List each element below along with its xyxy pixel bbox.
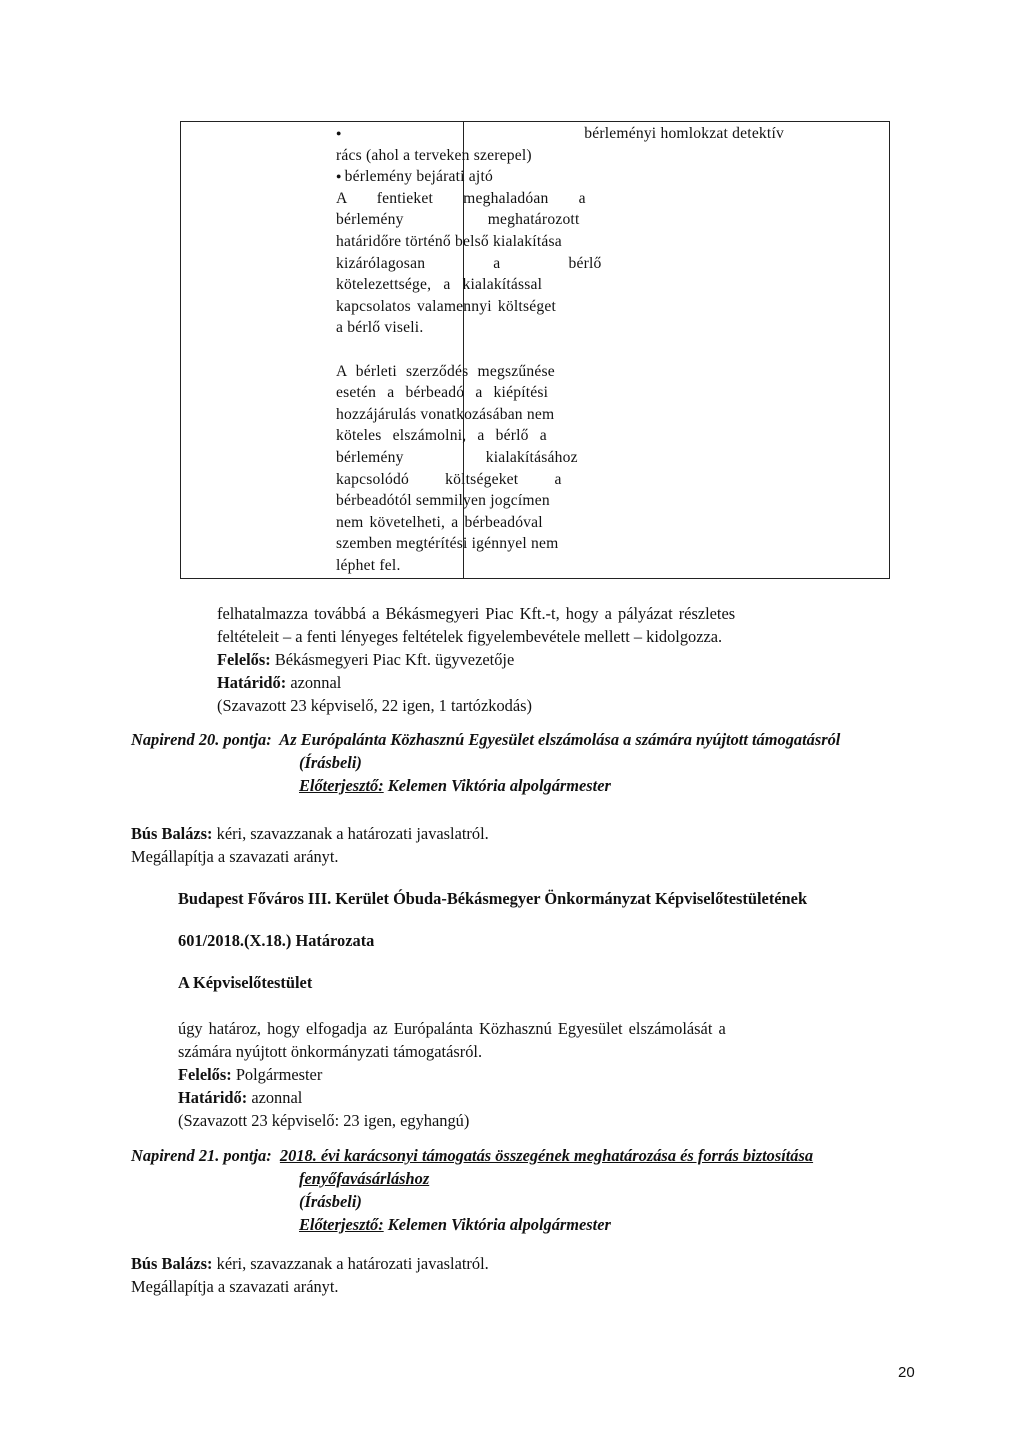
cell-line: bérlemény kialakításához (336, 448, 578, 466)
cell-line: léphet fel. (336, 556, 401, 574)
agenda-21-discussion (131, 1252, 489, 1298)
cell-line: esetén a bérbeadó a kiépítési (336, 384, 549, 402)
agenda-21-title-cont: fenyőfavásárláshoz (299, 1169, 430, 1188)
deadline-label: Határidő: (178, 1088, 248, 1107)
assembly-heading: A Képviselőtestület (178, 973, 313, 992)
responsible-label: Felelős: (178, 1065, 232, 1084)
cell-line: A bérleti szerződés megszűnése (336, 362, 555, 380)
cell-line: A fentieket meghaladóan a (336, 189, 586, 207)
vote-ratio-line: Megállapítja a szavazati arányt. (131, 1277, 339, 1296)
cell-line: bérlemény meghatározott (336, 211, 580, 229)
presenter-value: Kelemen Viktória alpolgármester (387, 776, 611, 795)
agenda-21-presenter (299, 1213, 611, 1236)
speaker-line (131, 1252, 489, 1275)
agenda-20-prefix: Napirend 20. pontja: (131, 730, 272, 749)
cell-line: köteles elszámolni, a bérlő a (336, 427, 547, 445)
agenda-21-title-line (131, 1144, 813, 1167)
page-number: 20 (898, 1364, 915, 1381)
agenda-20-heading (131, 728, 840, 751)
decision-line-1: úgy határoz, hogy elfogadja az Európalánta Közhasznú Egyesület elszámolását a (178, 1019, 726, 1038)
presenter-label: Előterjesztő: (299, 1215, 384, 1234)
agenda-21-prefix: Napirend 21. pontja: (131, 1146, 272, 1165)
agenda-20-discussion (131, 822, 489, 868)
agenda-21-written: (Írásbeli) (299, 1192, 362, 1211)
responsible-line (178, 1063, 726, 1086)
deadline-line (178, 1086, 726, 1109)
responsible-value: Polgármester (235, 1065, 323, 1084)
agenda-21-meta (299, 1167, 611, 1236)
cell-line: nem követelheti, a bérbeadóval (336, 513, 543, 531)
resolution-body-name: Budapest Főváros III. Kerület Óbuda-Békásmegyer Önkormányzat Képviselőtestületének (178, 889, 808, 908)
table-right-cell (336, 123, 784, 576)
vote-result: (Szavazott 23 képviselő, 22 igen, 1 tartózkodás) (217, 696, 532, 715)
resolution-number: 601/2018.(X.18.) Határozata (178, 931, 375, 950)
agenda-21-heading (131, 1144, 813, 1167)
vote-result: (Szavazott 23 képviselő: 23 igen, egyhangú) (178, 1111, 470, 1130)
cell-line: kötelezettsége, a kialakítással (336, 276, 543, 294)
speaker-name: Bús Balázs: (131, 1254, 213, 1273)
cell-line: határidőre történő belső kialakítása (336, 232, 562, 250)
authorization-line-2: feltételeit – a fenti lényeges feltételek figyelembevétele mellett – kidolgozza. (217, 627, 723, 646)
cell-line: kizárólagosan a bérlő (336, 254, 602, 272)
presenter-label: Előterjesztő: (299, 776, 384, 795)
section19-conclusion (217, 602, 735, 717)
agenda-20-title: Az Európalánta Közhasznú Egyesület elszámolása a számára nyújtott támogatásról (279, 730, 841, 749)
cell-line: ● bérlemény bejárati ajtó (336, 166, 784, 188)
responsible-label: Felelős: (217, 650, 271, 669)
cell-line: kapcsolatos valamennyi költséget (336, 297, 556, 315)
decision-line-2: számára nyújtott önkormányzati támogatásról. (178, 1042, 483, 1061)
responsible-value: Békásmegyeri Piac Kft. ügyvezetője (274, 650, 515, 669)
agenda-20-title-line (131, 728, 840, 751)
cell-line: a bérlő viseli. (336, 319, 424, 337)
speaker-line (131, 822, 489, 845)
agenda-20-meta (299, 751, 611, 797)
cell-line: bérbeadótól semmilyen jogcímen (336, 492, 550, 510)
cell-line: kapcsolódó költségeket a (336, 470, 562, 488)
speaker-text: kéri, szavazzanak a határozati javaslatról. (216, 824, 489, 843)
agenda-20-presenter (299, 774, 611, 797)
speaker-text: kéri, szavazzanak a határozati javaslatról. (216, 1254, 489, 1273)
agenda-21-title: 2018. évi karácsonyi támogatás összegének meghatározása és forrás biztosítása (279, 1146, 814, 1165)
cell-line: ● bérleményi homlokzat detektív (336, 123, 784, 145)
deadline-value: azonnal (251, 1088, 303, 1107)
cell-line: rács (ahol a terveken szerepel) (336, 146, 532, 164)
deadline-label: Határidő: (217, 673, 287, 692)
cell-line: hozzájárulás vonatkozásában nem (336, 405, 555, 423)
authorization-line-1: felhatalmazza továbbá a Békásmegyeri Piac Kft.-t, hogy a pályázat részletes (217, 604, 736, 623)
cell-line: szemben megtérítési igénnyel nem (336, 535, 559, 553)
deadline-value: azonnal (290, 673, 342, 692)
agenda-20-written: (Írásbeli) (299, 753, 362, 772)
vote-ratio-line: Megállapítja a szavazati arányt. (131, 847, 339, 866)
speaker-name: Bús Balázs: (131, 824, 213, 843)
resolution-text (178, 1017, 726, 1132)
responsible-line (217, 648, 735, 671)
deadline-line (217, 671, 735, 694)
presenter-value: Kelemen Viktória alpolgármester (387, 1215, 611, 1234)
